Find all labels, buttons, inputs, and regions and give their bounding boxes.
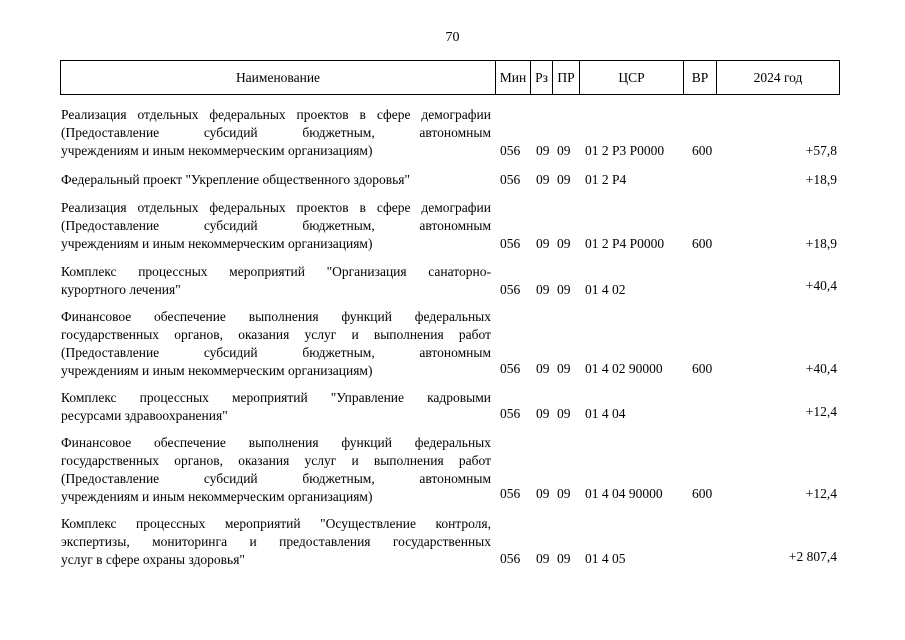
row-csr: 01 2 Р4 Р0000 [585, 236, 665, 251]
row-min: 056 [500, 172, 521, 187]
header-name: Наименование [61, 61, 496, 94]
row-sum: +18,9 [805, 236, 837, 251]
row-name [61, 434, 491, 506]
row-name [61, 308, 491, 380]
row-name-line: Финансовое обеспечение выполнения функций федеральных [61, 435, 491, 450]
row-name-line: учреждениям и иным некоммерческим организациям) [61, 143, 373, 158]
row-name-line: услуг в сфере охраны здоровья" [61, 552, 245, 567]
row-name-line: Финансовое обеспечение выполнения функций федеральных [61, 309, 491, 324]
header-csr: ЦСР [580, 61, 684, 94]
row-min: 056 [500, 236, 521, 251]
row-pr: 09 [557, 143, 571, 158]
row-name-line: (Предоставление субсидий бюджетным, автономным [61, 471, 491, 486]
row-name-line: государственных органов, оказания услуг и выполнения работ [61, 453, 491, 468]
row-name-line: Реализация отдельных федеральных проектов в сфере демографии [61, 107, 491, 122]
header-min: Мин [496, 61, 531, 94]
row-min: 056 [500, 143, 521, 158]
row-name-line: Реализация отдельных федеральных проектов в сфере демографии [61, 200, 491, 215]
row-min: 056 [500, 406, 521, 421]
row-rz: 09 [536, 282, 550, 297]
row-csr: 01 4 02 90000 [585, 361, 663, 376]
row-pr: 09 [557, 236, 571, 251]
row-rz: 09 [536, 143, 550, 158]
row-sum: +18,9 [805, 172, 837, 187]
row-name-line: курортного лечения" [61, 282, 181, 297]
row-vr: 600 [692, 361, 713, 376]
row-csr: 01 2 Р3 Р0000 [585, 143, 665, 158]
row-sum: +2 807,4 [788, 549, 837, 564]
row-name [61, 515, 491, 569]
row-rz: 09 [536, 236, 550, 251]
row-sum: +40,4 [805, 278, 837, 293]
page-number: 70 [445, 30, 460, 45]
row-sum: +12,4 [805, 404, 837, 419]
row-sum: +57,8 [805, 143, 837, 158]
row-name-line: (Предоставление субсидий бюджетным, автономным [61, 125, 491, 140]
row-name-line: учреждениям и иным некоммерческим организациям) [61, 236, 373, 251]
row-name-line: Комплекс процессных мероприятий "Организация санаторно- [61, 264, 491, 279]
row-name [61, 106, 491, 160]
row-vr: 600 [692, 486, 713, 501]
row-pr: 09 [557, 486, 571, 501]
row-pr: 09 [557, 172, 571, 187]
row-vr: 600 [692, 143, 713, 158]
row-name-line: государственных органов, оказания услуг и выполнения работ [61, 327, 491, 342]
row-pr: 09 [557, 406, 571, 421]
row-rz: 09 [536, 406, 550, 421]
row-rz: 09 [536, 486, 550, 501]
row-csr: 01 2 Р4 [585, 172, 627, 187]
row-min: 056 [500, 361, 521, 376]
row-min: 056 [500, 551, 521, 566]
row-rz: 09 [536, 172, 550, 187]
header-year: 2024 год [753, 69, 803, 85]
header-vr: ВР [684, 61, 717, 94]
row-csr: 01 4 05 [585, 551, 626, 566]
row-csr: 01 4 04 [585, 406, 626, 421]
row-name-line: (Предоставление субсидий бюджетным, автономным [61, 345, 491, 360]
row-pr: 09 [557, 282, 571, 297]
row-name [61, 171, 491, 189]
header-pr: ПР [553, 61, 580, 94]
row-name-line: учреждениям и иным некоммерческим организациям) [61, 489, 373, 504]
row-name-line: ресурсами здравоохранения" [61, 408, 228, 423]
row-name [61, 389, 491, 425]
row-min: 056 [500, 282, 521, 297]
row-name-line: (Предоставление субсидий бюджетным, автономным [61, 218, 491, 233]
row-vr: 600 [692, 236, 713, 251]
row-name-line: Комплекс процессных мероприятий "Управление кадровыми [61, 390, 491, 405]
row-rz: 09 [536, 551, 550, 566]
row-csr: 01 4 04 90000 [585, 486, 663, 501]
row-pr: 09 [557, 361, 571, 376]
row-name [61, 199, 491, 253]
row-pr: 09 [557, 551, 571, 566]
row-name-line: учреждениям и иным некоммерческим организациям) [61, 363, 373, 378]
row-name-line: Комплекс процессных мероприятий "Осуществление контроля, [61, 516, 491, 531]
row-sum: +40,4 [805, 361, 837, 376]
row-name-line: экспертизы, мониторинга и предоставления государственных [61, 534, 491, 549]
row-min: 056 [500, 486, 521, 501]
row-name-line: Федеральный проект "Укрепление общественного здоровья" [61, 172, 410, 187]
row-name [61, 263, 491, 299]
row-sum: +12,4 [805, 486, 837, 501]
header-rz: Рз [531, 61, 553, 94]
row-csr: 01 4 02 [585, 282, 626, 297]
row-rz: 09 [536, 361, 550, 376]
